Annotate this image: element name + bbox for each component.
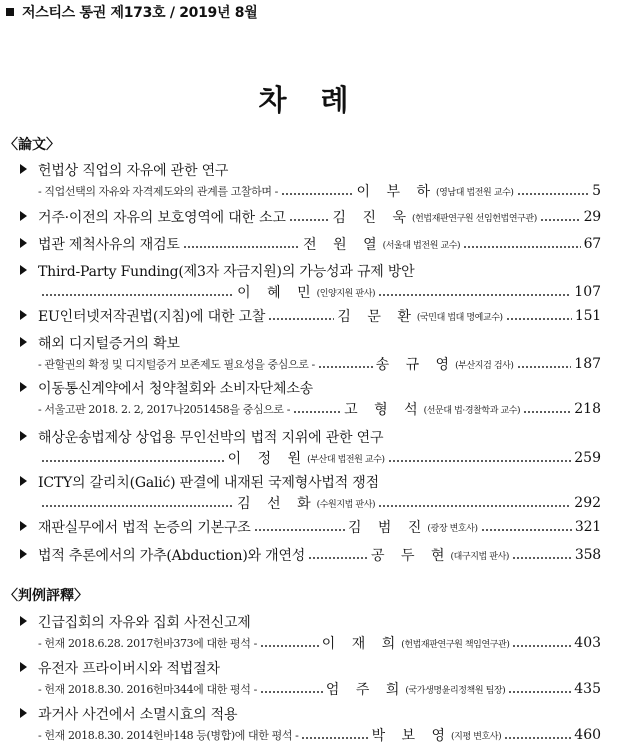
entry-page: 292 [574, 495, 602, 511]
leader-dots [318, 366, 373, 368]
leader-dots [506, 318, 572, 320]
entry-affiliation: (선문대 법·경찰학과 교수) [423, 405, 521, 416]
entry-author: 전 원 열 [303, 237, 383, 253]
entry-title: 이동통신계약에서 청약철회와 소비자단체소송 [38, 381, 313, 397]
entry-page: 151 [574, 308, 601, 324]
leader-dots [183, 246, 300, 248]
entry-author: 엄 주 희 [325, 682, 406, 698]
triangle-bullet-icon [20, 431, 27, 441]
entry-affiliation: (부산지검 검사) [455, 360, 514, 371]
triangle-bullet-icon [20, 265, 27, 275]
entry-subtitle: - 헌재 2018.6.28. 2017헌바373에 대한 평석 - [38, 637, 257, 650]
leader-dots [481, 529, 572, 531]
page-title: 차 례 [258, 83, 361, 117]
leader-dots [41, 460, 225, 462]
leader-dots [260, 691, 323, 693]
entry-affiliation: (대구지법 판사) [450, 551, 509, 562]
journal-header [0, 0, 619, 24]
triangle-bullet-icon [20, 211, 27, 221]
section-heading-case-reviews: 〈判例評釋〉 [4, 588, 88, 604]
leader-dots [254, 529, 345, 531]
triangle-bullet-icon [20, 521, 27, 531]
entry-title: 긴급집회의 자유와 집회 사전신고제 [38, 615, 251, 631]
leader-dots [523, 411, 571, 413]
entry-author: 송 규 영 [375, 357, 456, 373]
entry-affiliation: (국가생명윤리정책원 팀장) [405, 685, 506, 696]
entry-affiliation: (광장 변호사) [427, 523, 478, 534]
entry-author: 고 형 석 [344, 402, 424, 418]
section-heading-papers: 〈論文〉 [4, 137, 60, 153]
entry-affiliation: (수원지법 판사) [316, 499, 376, 510]
leader-dots [281, 193, 354, 195]
entry-subtitle: - 헌재 2018.8.30. 2014헌바148 등(병합)에 대한 평석 - [38, 729, 299, 742]
entry-title: 거주·이전의 자유의 보호영역에 대한 소고 [38, 210, 286, 226]
triangle-bullet-icon [20, 708, 27, 718]
leader-dots [41, 294, 234, 296]
triangle-bullet-icon [20, 310, 27, 320]
entry-subtitle: - 관할권의 확정 및 디지털증거 보존제도 필요성을 중심으로 - [38, 358, 315, 371]
entry-page: 107 [574, 284, 602, 300]
entry-author: 이 혜 민 [237, 285, 317, 301]
leader-dots [293, 411, 341, 413]
entry-affiliation: (헌법재판연구원 책임연구관) [401, 639, 510, 650]
entry-author: 김 문 환 [337, 309, 417, 325]
triangle-bullet-icon [20, 337, 27, 347]
entry-affiliation: (부산대 법전원 교수) [307, 454, 385, 465]
entry-subtitle: - 헌재 2018.8.30. 2016헌마344에 대한 평석 - [38, 683, 257, 696]
leader-dots [378, 294, 571, 296]
entry-page: 5 [592, 183, 601, 199]
entry-page: 435 [574, 681, 601, 697]
leader-dots [508, 691, 571, 693]
entry-title: 해외 디지털증거의 확보 [38, 336, 180, 352]
entry-page: 460 [574, 727, 602, 743]
entry-page: 218 [574, 401, 601, 417]
entry-author: 이 부 하 [356, 184, 437, 200]
entry-affiliation: (국민대 법대 명예교수) [416, 312, 503, 323]
entry-page: 403 [574, 635, 602, 651]
entry-affiliation: (영남대 법전원 교수) [436, 187, 514, 198]
leader-dots [517, 193, 590, 195]
leader-dots [504, 737, 571, 739]
entry-author: 김 진 욱 [332, 210, 413, 226]
entry-affiliation: (헌법재판연구원 선임헌법연구관) [412, 213, 537, 224]
entry-affiliation: (지평 변호사) [451, 731, 502, 742]
entry-subtitle: - 직업선택의 자유와 자격제도와의 관계를 고찰하며 - [38, 185, 278, 198]
leader-dots [517, 366, 572, 368]
triangle-bullet-icon [20, 549, 27, 559]
leader-dots [540, 219, 581, 221]
entry-page: 29 [583, 209, 602, 225]
square-bullet-icon [6, 8, 14, 16]
leader-dots [512, 645, 571, 647]
leader-dots [378, 505, 571, 507]
leader-dots [463, 246, 580, 248]
entry-title: 과거사 사건에서 소멸시효의 적용 [38, 707, 238, 723]
triangle-bullet-icon [20, 382, 27, 392]
entry-author: 이 정 원 [227, 451, 308, 467]
entry-page: 321 [574, 519, 602, 535]
entry-affiliation: (인양지원 판사) [316, 288, 376, 299]
entry-affiliation: (서울대 법전원 교수) [382, 240, 461, 251]
entry-title: 법관 제척사유의 재검토 [38, 237, 180, 253]
triangle-bullet-icon [20, 662, 27, 672]
leader-dots [308, 557, 368, 559]
entry-title: 법적 추론에서의 가추(Abduction)와 개연성 [38, 548, 306, 564]
entry-title: EU인터넷저작권법(지침)에 대한 고찰 [38, 309, 266, 325]
leader-dots [268, 318, 334, 320]
entry-author: 공 두 현 [371, 548, 451, 564]
entry-title: Third-Party Funding(제3자 자금지원)의 가능성과 규제 방안 [38, 264, 415, 280]
triangle-bullet-icon [20, 616, 27, 626]
triangle-bullet-icon [20, 164, 27, 174]
leader-dots [388, 460, 572, 462]
entry-subtitle: - 서울고판 2018. 2. 2, 2017나2051458을 중심으로 - [38, 403, 291, 416]
leader-dots [512, 557, 572, 559]
entry-author: 김 범 진 [347, 520, 428, 536]
leader-dots [289, 219, 330, 221]
entry-page: 259 [574, 450, 601, 466]
journal-header-text: 저스티스 통권 제173호 / 2019년 8월 [22, 5, 258, 21]
entry-page: 358 [574, 547, 602, 563]
entry-page: 187 [574, 356, 602, 372]
triangle-bullet-icon [20, 238, 27, 248]
entry-title: ICTY의 갈리치(Galić) 판결에 내재된 국제형사법적 쟁점 [38, 475, 379, 491]
leader-dots [301, 737, 368, 739]
entry-title: 재판실무에서 법적 논증의 기본구조 [38, 520, 251, 536]
entry-page: 67 [583, 236, 601, 252]
entry-author: 박 보 영 [371, 728, 452, 744]
entry-title: 헌법상 직업의 자유에 관한 연구 [38, 163, 229, 179]
leader-dots [41, 505, 234, 507]
entry-title: 유전자 프라이버시와 적법절차 [38, 661, 220, 677]
entry-author: 김 선 화 [237, 496, 317, 512]
entry-title: 해상운송법제상 상업용 무인선박의 법적 지위에 관한 연구 [38, 430, 384, 446]
entry-author: 이 재 희 [321, 636, 402, 652]
leader-dots [260, 645, 319, 647]
triangle-bullet-icon [20, 476, 27, 486]
